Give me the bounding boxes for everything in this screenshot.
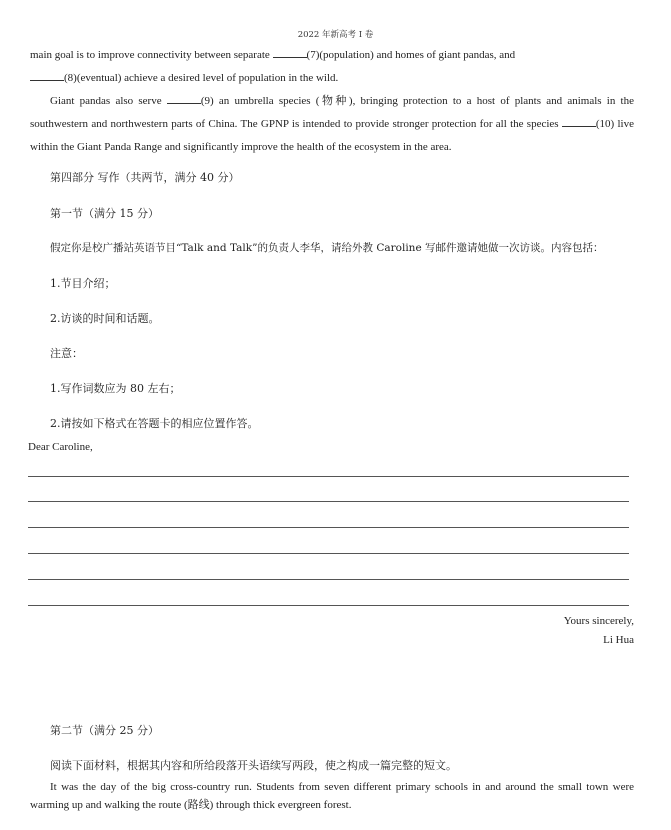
answer-line[interactable] [28, 527, 629, 528]
email-greeting: Dear Caroline, [28, 441, 93, 453]
note-1: 1.写作词数应为 80 左右； [50, 382, 181, 395]
email-signature: Li Hua [603, 634, 634, 646]
answer-line[interactable] [28, 501, 629, 502]
passage-paragraph-2 [30, 90, 634, 159]
answer-line[interactable] [28, 605, 629, 606]
passage-paragraph-1 [30, 44, 634, 90]
content-item-2: 2.访谈的时间和话题。 [50, 312, 160, 325]
answer-line[interactable] [28, 553, 629, 554]
section2-prompt: 阅读下面材料，根据其内容和所给段落开头语续写两段，使之构成一篇完整的短文。 [50, 759, 457, 772]
content-item-1: 1.节目介绍； [50, 277, 116, 290]
section1-title: 第一节（满分 15 分） [50, 207, 159, 220]
blank-9 [167, 93, 201, 104]
section2-title: 第二节（满分 25 分） [50, 724, 159, 737]
passage-text: (8)(eventual) achieve a desired level of population in the wild. [64, 72, 339, 84]
passage-text: Giant pandas also serve [50, 95, 167, 107]
passage-text: (10) live within the Giant Panda Range and significantly improve the health of the ecosystem in the area. [30, 118, 634, 153]
blank-10 [562, 116, 596, 127]
passage-text: (9) an umbrella species (物种), bringing protection to a host of plants and animals in the southwestern and northwestern parts of China. The GPNP is intended to provide stronger protection for all the species [30, 95, 634, 130]
answer-line[interactable] [28, 579, 629, 580]
part4-title: 第四部分 写作（共两节，满分 40 分） [50, 171, 240, 184]
answer-line[interactable] [28, 476, 629, 477]
email-closing: Yours sincerely, [563, 615, 634, 627]
page-header: 2022 年新高考 I 卷 [297, 30, 374, 40]
blank-7 [273, 47, 307, 58]
blank-8 [30, 70, 64, 81]
passage-text: main goal is to improve connectivity between separate [30, 49, 273, 61]
note-2: 2.请按如下格式在答题卡的相应位置作答。 [50, 417, 259, 430]
note-label: 注意： [50, 347, 83, 360]
passage-text: (7)(population) and homes of giant pandas, and [306, 49, 516, 61]
story-opening: It was the day of the big cross-country run. Students from seven different primary schools in and around the small town were warming up and walking the route (路线) through thick evergreen forest. [30, 781, 634, 811]
writing-prompt: 假定你是校广播站英语节目“Talk and Talk”的负责人李华，请给外教 Caroline 写邮件邀请她做一次访谈。内容包括： [50, 242, 604, 254]
